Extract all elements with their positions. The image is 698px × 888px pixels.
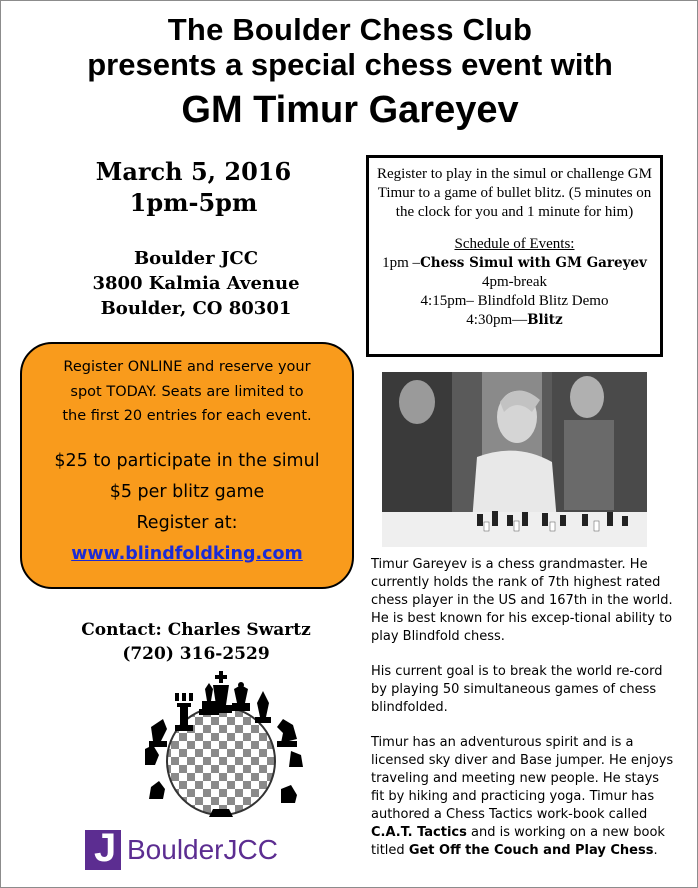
venue-city: Boulder, CO 80301 [100,298,292,319]
venue-address [51,246,341,321]
boulder-jcc-logo [85,828,305,872]
contact-name: Contact: Charles Swartz [81,620,311,640]
schedule-title: Schedule of Events: [454,236,575,252]
registration-link[interactable]: www.blindfoldking.com [71,543,303,564]
schedule-item-demo: 4:15pm– Blindfold Blitz Demo [420,293,609,309]
register-at-label: Register at: [136,512,238,533]
pricing-text [22,446,352,570]
event-date: March 5, 2016 [95,157,292,186]
register-info-box [366,155,663,357]
bio-paragraph: Timur has an adventurous spirit and is a licensed sky diver and Base jumper. He enjoys traveling and meeting new people. He stays fit by hiking and practicing yoga. Timur has authored a Chess Tactics work-book called C.A.T. Tactics and is working on a new book titled Get Off the Couch and Play Chess. [371,735,674,858]
presents-line: presents a special chess event with [87,47,613,82]
registration-callout [20,342,354,589]
gm-name: GM Timur Gareyev [181,89,519,131]
bio-paragraph: Timur Gareyev is a chess grandmaster. He currently holds the rank of 7th highest rated chess player in the US and 167th in the world. He is best known for his excep-tional ability to play Blindfold chess. [371,557,673,644]
flyer-header [1,13,698,133]
gm-biography [371,556,676,877]
venue-name: Boulder JCC [133,248,259,269]
contact-info [46,618,346,666]
event-date-time [61,156,326,218]
bio-paragraph: His current goal is to break the world re-cord by playing 50 simultaneous games of chess blindfolded. [371,664,663,715]
book-title-cat-tactics: C.A.T. Tactics [371,825,467,840]
event-time: 1pm-5pm [129,188,258,217]
book-title-get-off-couch: Get Off the Couch and Play Chess [408,843,654,858]
schedule-item-blitz: 4:30pm—Blitz [466,312,563,328]
venue-street: 3800 Kalmia Avenue [92,273,300,294]
chess-club-logo [131,669,311,819]
jcc-logo-name: BoulderJCC [127,834,278,865]
register-intro: Register to play in the simul or challenge GM Timur to a game of bullet blitz. (5 minutes on the clock for you and 1 minute for him) [377,166,652,220]
register-online-text: Register ONLINE and reserve your spot TODAY. Seats are limited to the first 20 entries for each event. [62,359,312,424]
club-title: The Boulder Chess Club [167,12,533,47]
blitz-price: $5 per blitz game [109,481,265,502]
contact-phone: (720) 316-2529 [122,644,270,664]
gm-timur-photo [382,372,647,547]
jcc-logo-mark: J [85,830,121,870]
simul-price: $25 to participate in the simul [54,450,320,471]
schedule-item-break: 4pm-break [482,274,547,290]
schedule-item-simul: 1pm –Chess Simul with GM Gareyev [382,255,647,271]
